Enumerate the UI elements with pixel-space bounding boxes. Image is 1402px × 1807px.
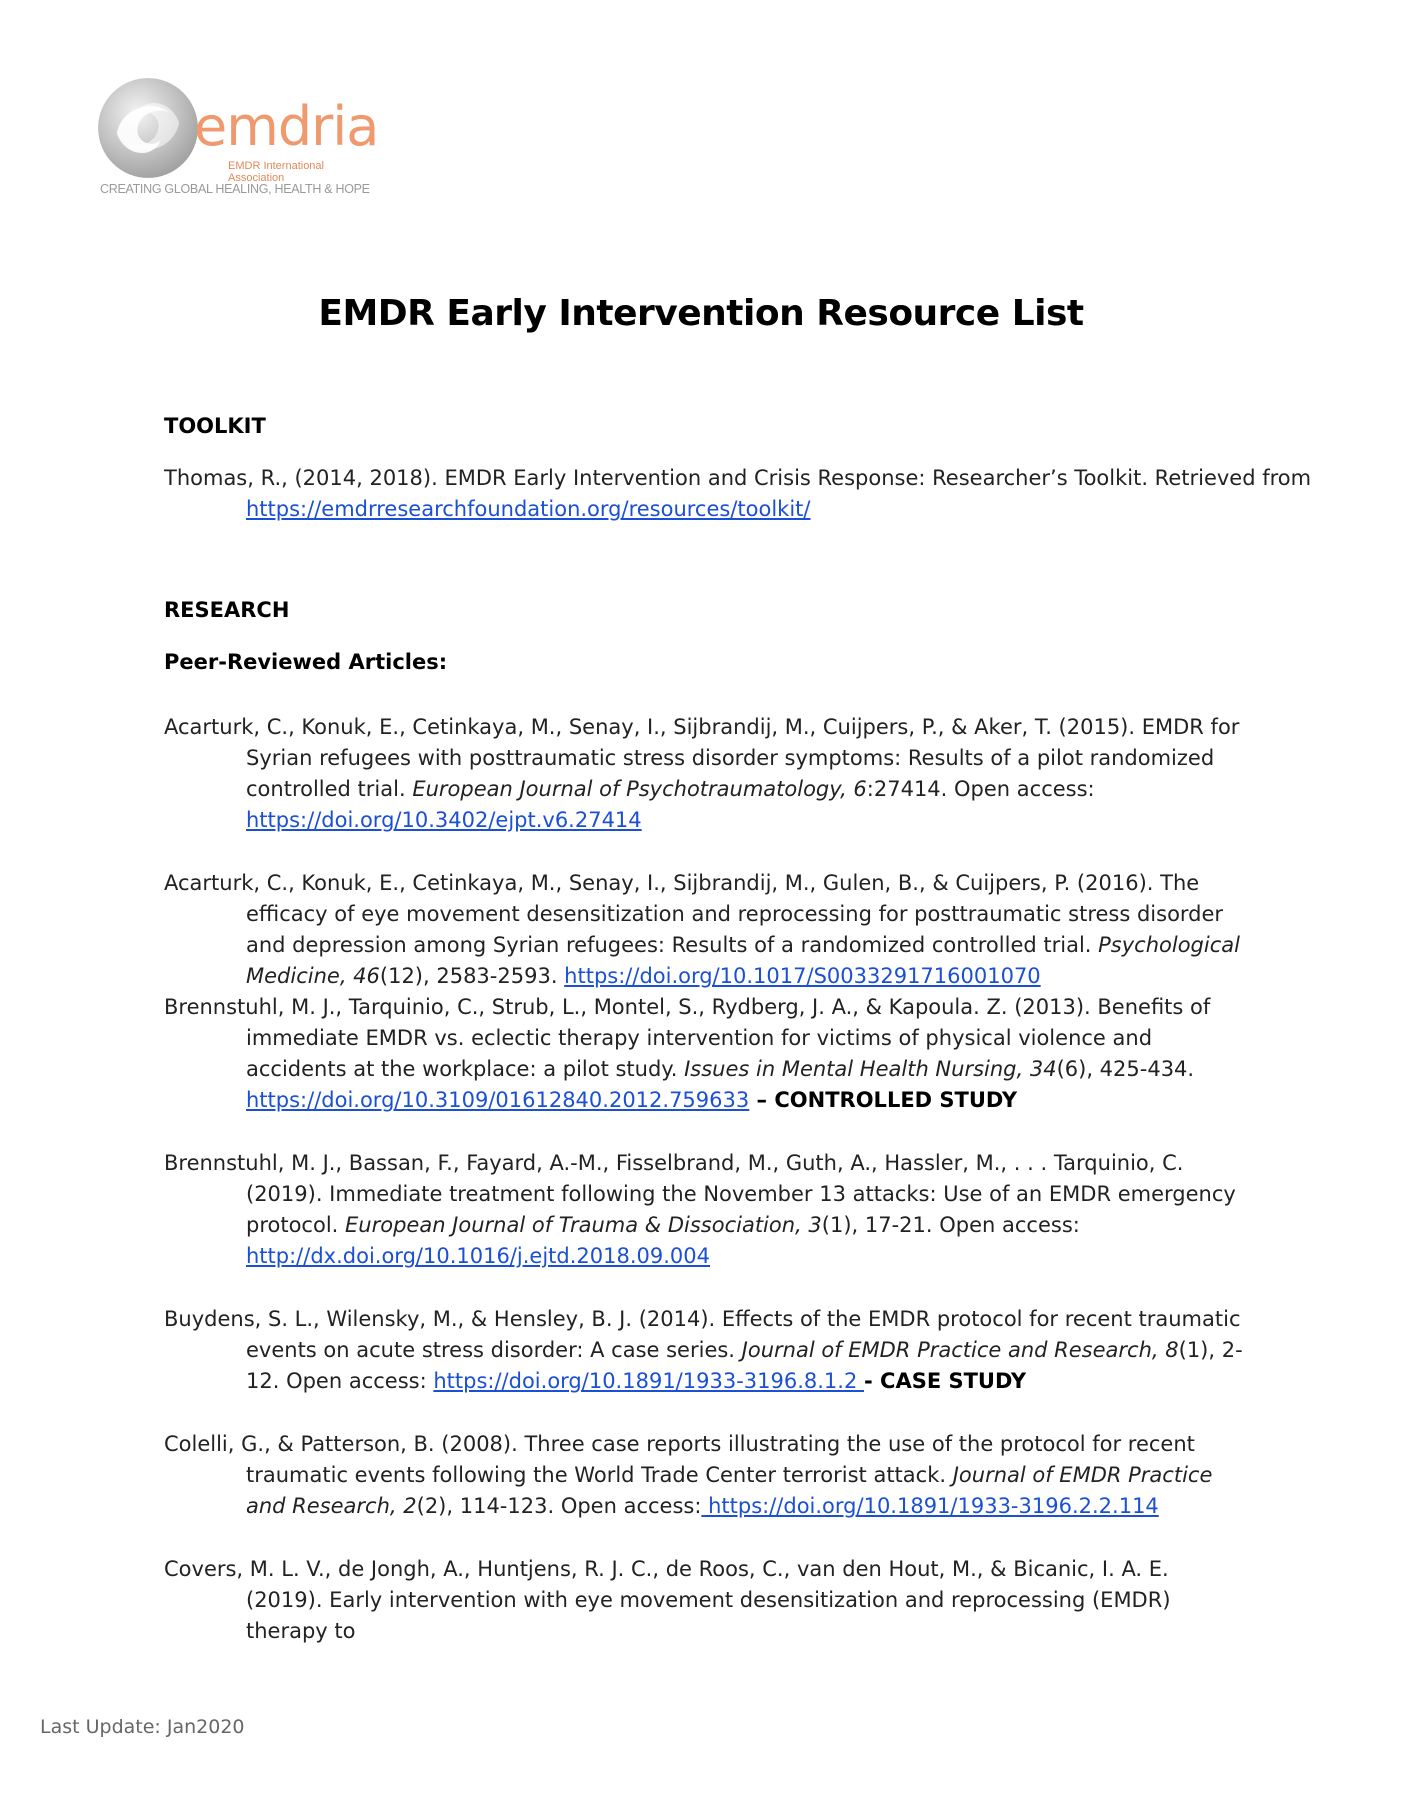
reference-details: (1), 17-21. Open access:	[821, 1213, 1080, 1237]
reference-link[interactable]: https://doi.org/10.3109/01612840.2012.759633	[246, 1088, 750, 1112]
reference-authors-title: Brennstuhl, M. J., Tarquinio, C., Strub, L., Montel, S., Rydberg, J. A., & Kapoula. Z. (2013). Benefits of immediate EMDR vs. eclectic therapy intervention for victims of physical violence and accidents at the workplace: a pilot study.	[164, 995, 1211, 1081]
emdria-logo	[96, 76, 379, 206]
reference-details: (6), 425-434.	[1056, 1057, 1195, 1081]
reference-journal: Journal of EMDR Practice and Research, 8	[741, 1338, 1179, 1362]
reference-authors-title: Covers, M. L. V., de Jongh, A., Huntjens, R. J. C., de Roos, C., van den Hout, M., & Bicanic, I. A. E. (2019). Early intervention with eye movement desensitization and reprocessing (EMDR) therapy to	[164, 1557, 1171, 1643]
reference-link[interactable]: http://dx.doi.org/10.1016/j.ejtd.2018.09.004	[246, 1244, 710, 1268]
last-update: Last Update: Jan2020	[40, 1716, 245, 1738]
reference-details: (12), 2583-2593.	[379, 964, 565, 988]
reference-journal: European Journal of Psychotraumatology, 6	[412, 777, 867, 801]
reference-note: - CASE STUDY	[864, 1369, 1027, 1393]
reference-link[interactable]: https://doi.org/10.1891/1933-3196.2.2.114	[701, 1494, 1159, 1518]
reference-entry	[164, 1554, 1244, 1647]
reference-journal: Journal of EMDR Practice and Research, 2	[246, 1463, 1213, 1518]
page-title: EMDR Early Intervention Resource List	[318, 293, 1084, 334]
toolkit-ref-text: Thomas, R., (2014, 2018). EMDR Early Intervention and Crisis Response: Researcher’s Toolkit. Retrieved from	[164, 466, 1312, 490]
reference-note: – CONTROLLED STUDY	[749, 1088, 1018, 1112]
toolkit-heading: TOOLKIT	[164, 414, 266, 438]
toolkit-link[interactable]: https://emdrresearchfoundation.org/resources/toolkit/	[246, 497, 811, 521]
reference-entry	[164, 1148, 1244, 1272]
toolkit-reference	[164, 463, 1326, 525]
reference-details: :27414. Open access:	[866, 777, 1095, 801]
logo-wordmark: emdria	[194, 95, 379, 158]
reference-authors-title: Buydens, S. L., Wilensky, M., & Hensley, B. J. (2014). Effects of the EMDR protocol for recent traumatic events on acute stress disorder: A case series.	[164, 1307, 1241, 1362]
logo-subtitle: EMDR International Association	[228, 160, 324, 184]
reference-details: (2), 114-123. Open access:	[416, 1494, 702, 1518]
swirl-logo-icon	[96, 76, 200, 180]
reference-entry	[164, 992, 1244, 1116]
research-heading: RESEARCH	[164, 598, 290, 622]
reference-link[interactable]: https://doi.org/10.1891/1933-3196.8.1.2	[433, 1369, 865, 1393]
reference-authors-title: Acarturk, C., Konuk, E., Cetinkaya, M., Senay, I., Sijbrandij, M., Gulen, B., & Cuijpers, P. (2016). The efficacy of eye movement desensitization and reprocessing for posttraumatic stress disorder and depression among Syrian refugees: Results of a randomized controlled trial.	[164, 871, 1224, 957]
reference-journal: Issues in Mental Health Nursing, 34	[684, 1057, 1057, 1081]
reference-entry	[164, 1429, 1244, 1522]
reference-entry	[164, 712, 1244, 836]
logo-tagline: CREATING GLOBAL HEALING, HEALTH & HOPE	[100, 182, 370, 196]
reference-entry	[164, 868, 1244, 992]
reference-journal: European Journal of Trauma & Dissociation, 3	[345, 1213, 822, 1237]
reference-entry	[164, 1304, 1244, 1397]
reference-link[interactable]: https://doi.org/10.3402/ejpt.v6.27414	[246, 808, 642, 832]
reference-journal: Psychological Medicine, 46	[246, 933, 1240, 988]
reference-list	[164, 712, 1244, 1647]
reference-authors-title: Colelli, G., & Patterson, B. (2008). Three case reports illustrating the use of the protocol for recent traumatic events following the World Trade Center terrorist attack.	[164, 1432, 1195, 1487]
reference-authors-title: Acarturk, C., Konuk, E., Cetinkaya, M., Senay, I., Sijbrandij, M., Cuijpers, P., & Aker, T. (2015). EMDR for Syrian refugees with posttraumatic stress disorder symptoms: Results of a pilot randomized controlled trial.	[164, 715, 1240, 801]
reference-authors-title: Brennstuhl, M. J., Bassan, F., Fayard, A.-M., Fisselbrand, M., Guth, A., Hassler, M., . . . Tarquinio, C. (2019). Immediate treatment following the November 13 attacks: Use of an EMDR emergency protocol.	[164, 1151, 1236, 1237]
reference-link[interactable]: https://doi.org/10.1017/S0033291716001070	[564, 964, 1041, 988]
peer-reviewed-subheading: Peer-Reviewed Articles:	[164, 650, 448, 674]
reference-details: (1), 2-12. Open access:	[246, 1338, 1243, 1393]
